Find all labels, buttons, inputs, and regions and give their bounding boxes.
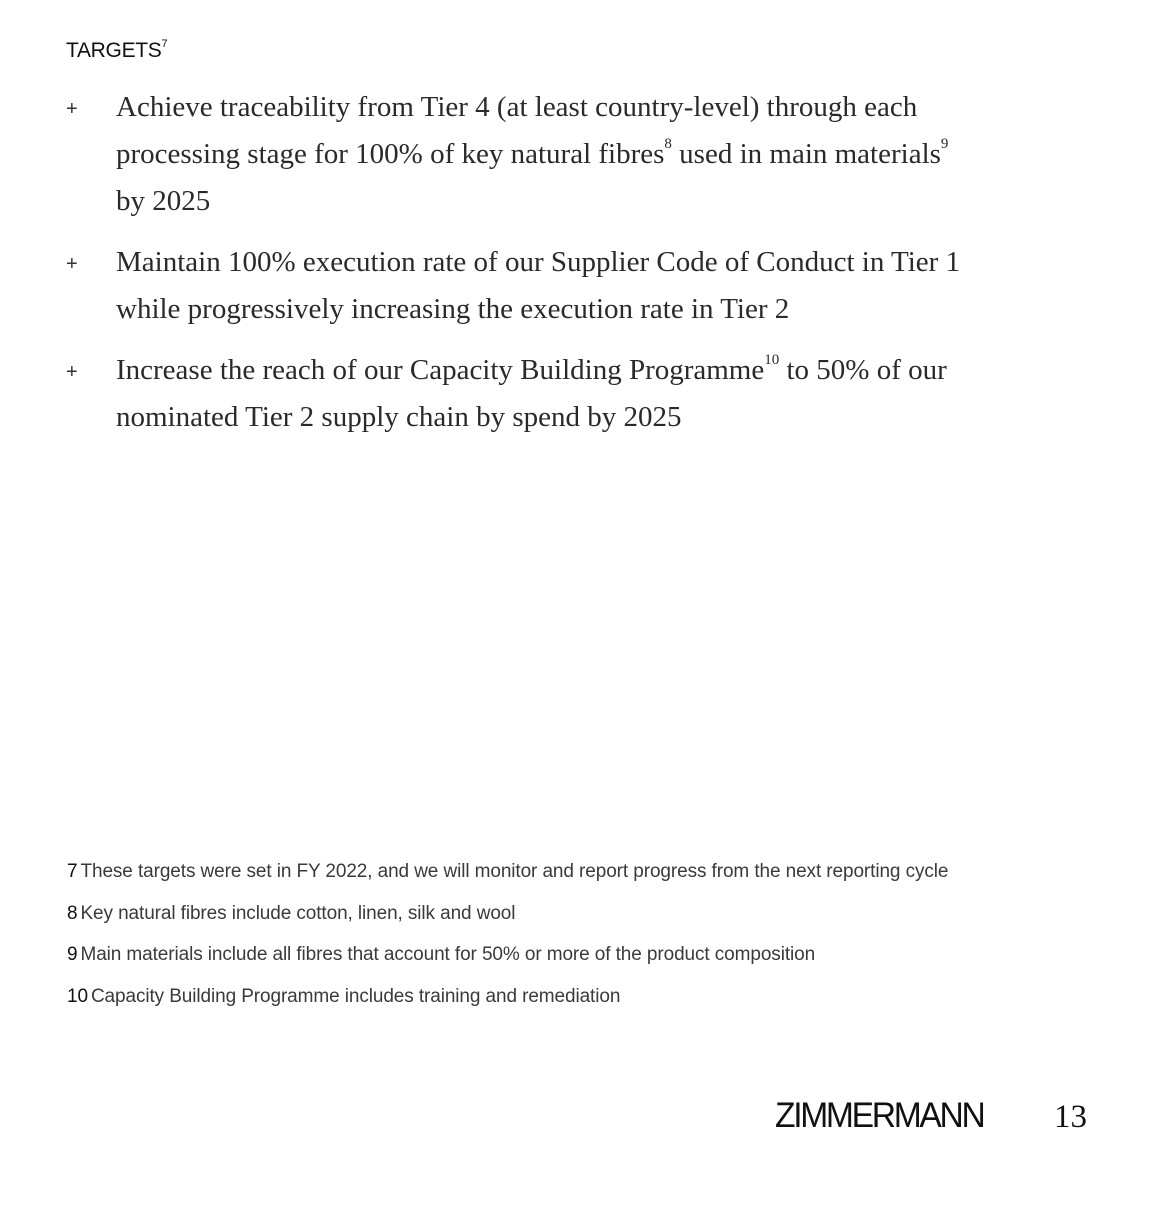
heading-footnote-ref: 7 (161, 38, 168, 50)
target-text-part: Achieve traceability from Tier 4 (at least country-level) through each processing stage for 100% of key natural fibres (116, 91, 918, 170)
footnote-ref: 9 (940, 136, 949, 153)
footnote-number: 8 (67, 902, 78, 924)
plus-icon: + (66, 98, 78, 120)
target-text-part: Maintain 100% execution rate of our Supplier Code of Conduct in Tier 1 while progressively increasing the execution rate in Tier 2 (116, 246, 961, 325)
footnote-item (67, 939, 1067, 970)
footnote-item (67, 898, 1067, 929)
footnote-number: 9 (67, 944, 78, 965)
target-text-part: by 2025 (116, 185, 211, 217)
footnote-text: These targets were set in FY 2022, and we will monitor and report progress from the next reporting cycle (80, 861, 949, 882)
footnote-ref: 10 (764, 352, 780, 369)
footnote-number: 10 (67, 985, 88, 1007)
footnote-ref: 8 (664, 136, 672, 153)
footnote-text: Capacity Building Programme includes training and remediation (90, 985, 621, 1007)
page-heading (66, 33, 167, 64)
footnote-item (67, 981, 1067, 1012)
page-number: 13 (1054, 1099, 1087, 1135)
plus-icon: + (66, 361, 78, 383)
footnote-text: Main materials include all fibres that account for 50% or more of the product composition (80, 944, 816, 965)
target-text-part: to 50% of our nominated Tier 2 supply chain by spend by 2025 (116, 354, 947, 433)
target-item (66, 347, 1006, 441)
target-text-part: Increase the reach of our Capacity Building Programme (116, 354, 765, 386)
footnotes (67, 856, 1067, 1022)
brand-logo: ZIMMERMANN (775, 1096, 984, 1135)
target-text-part: used in main materials (671, 138, 941, 170)
target-item (66, 84, 1006, 225)
targets-list (66, 84, 1006, 455)
plus-icon: + (66, 253, 78, 275)
footnote-number: 7 (67, 861, 78, 882)
footnote-item (67, 856, 1067, 887)
target-item (66, 239, 1006, 333)
heading-label: TARGETS (66, 39, 162, 62)
footnote-text: Key natural fibres include cotton, linen, silk and wool (80, 902, 516, 924)
